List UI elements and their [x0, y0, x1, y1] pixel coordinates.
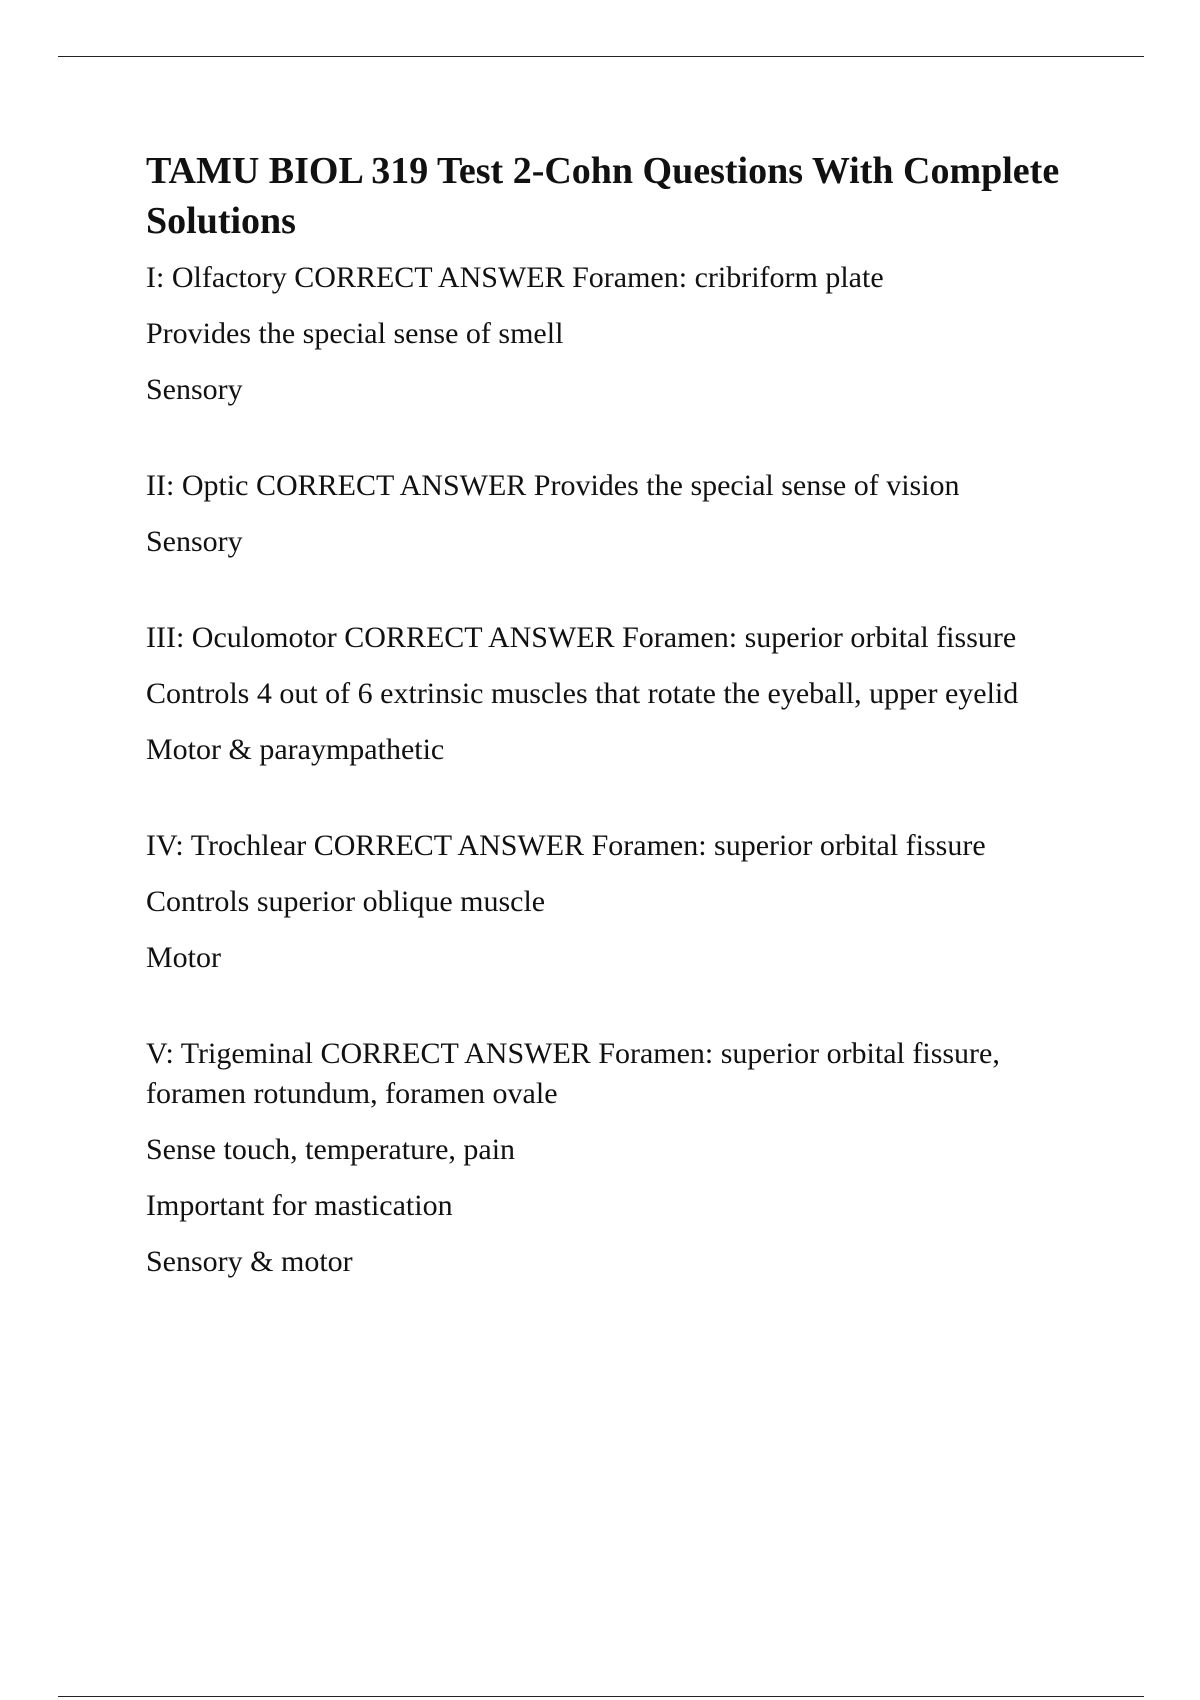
qa-line: III: Oculomotor CORRECT ANSWER Foramen: superior orbital fissure — [146, 621, 1017, 654]
top-rule — [58, 56, 1144, 57]
qa-line: Sensory & motor — [146, 1245, 353, 1278]
document-body — [146, 146, 1106, 1338]
qa-line: Sense touch, temperature, pain — [146, 1133, 516, 1166]
qa-item-oculomotor — [146, 618, 1106, 770]
document-title: TAMU BIOL 319 Test 2-Cohn Questions With Complete Solutions — [146, 150, 1060, 242]
qa-line: V: Trigeminal CORRECT ANSWER Foramen: superior orbital fissure, — [146, 1037, 1000, 1070]
qa-line: Motor — [146, 941, 221, 974]
qa-line: Motor & paraympathetic — [146, 733, 445, 766]
qa-line: Sensory — [146, 525, 243, 558]
qa-line: Sensory — [146, 373, 243, 406]
qa-item-trigeminal — [146, 1034, 1106, 1282]
qa-line: Controls superior oblique muscle — [146, 885, 546, 918]
qa-item-optic — [146, 466, 1106, 562]
qa-line: II: Optic CORRECT ANSWER Provides the special sense of vision — [146, 469, 960, 502]
qa-line: IV: Trochlear CORRECT ANSWER Foramen: superior orbital fissure — [146, 829, 986, 862]
qa-item-olfactory — [146, 258, 1106, 410]
qa-line: Controls 4 out of 6 extrinsic muscles that rotate the eyeball, upper eyelid — [146, 677, 1019, 710]
qa-line: Important for mastication — [146, 1189, 453, 1222]
bottom-rule — [58, 1696, 1144, 1697]
qa-line: Provides the special sense of smell — [146, 317, 564, 350]
qa-line: foramen rotundum, foramen ovale — [146, 1077, 558, 1110]
qa-line: I: Olfactory CORRECT ANSWER Foramen: cribriform plate — [146, 261, 884, 294]
qa-item-trochlear — [146, 826, 1106, 978]
